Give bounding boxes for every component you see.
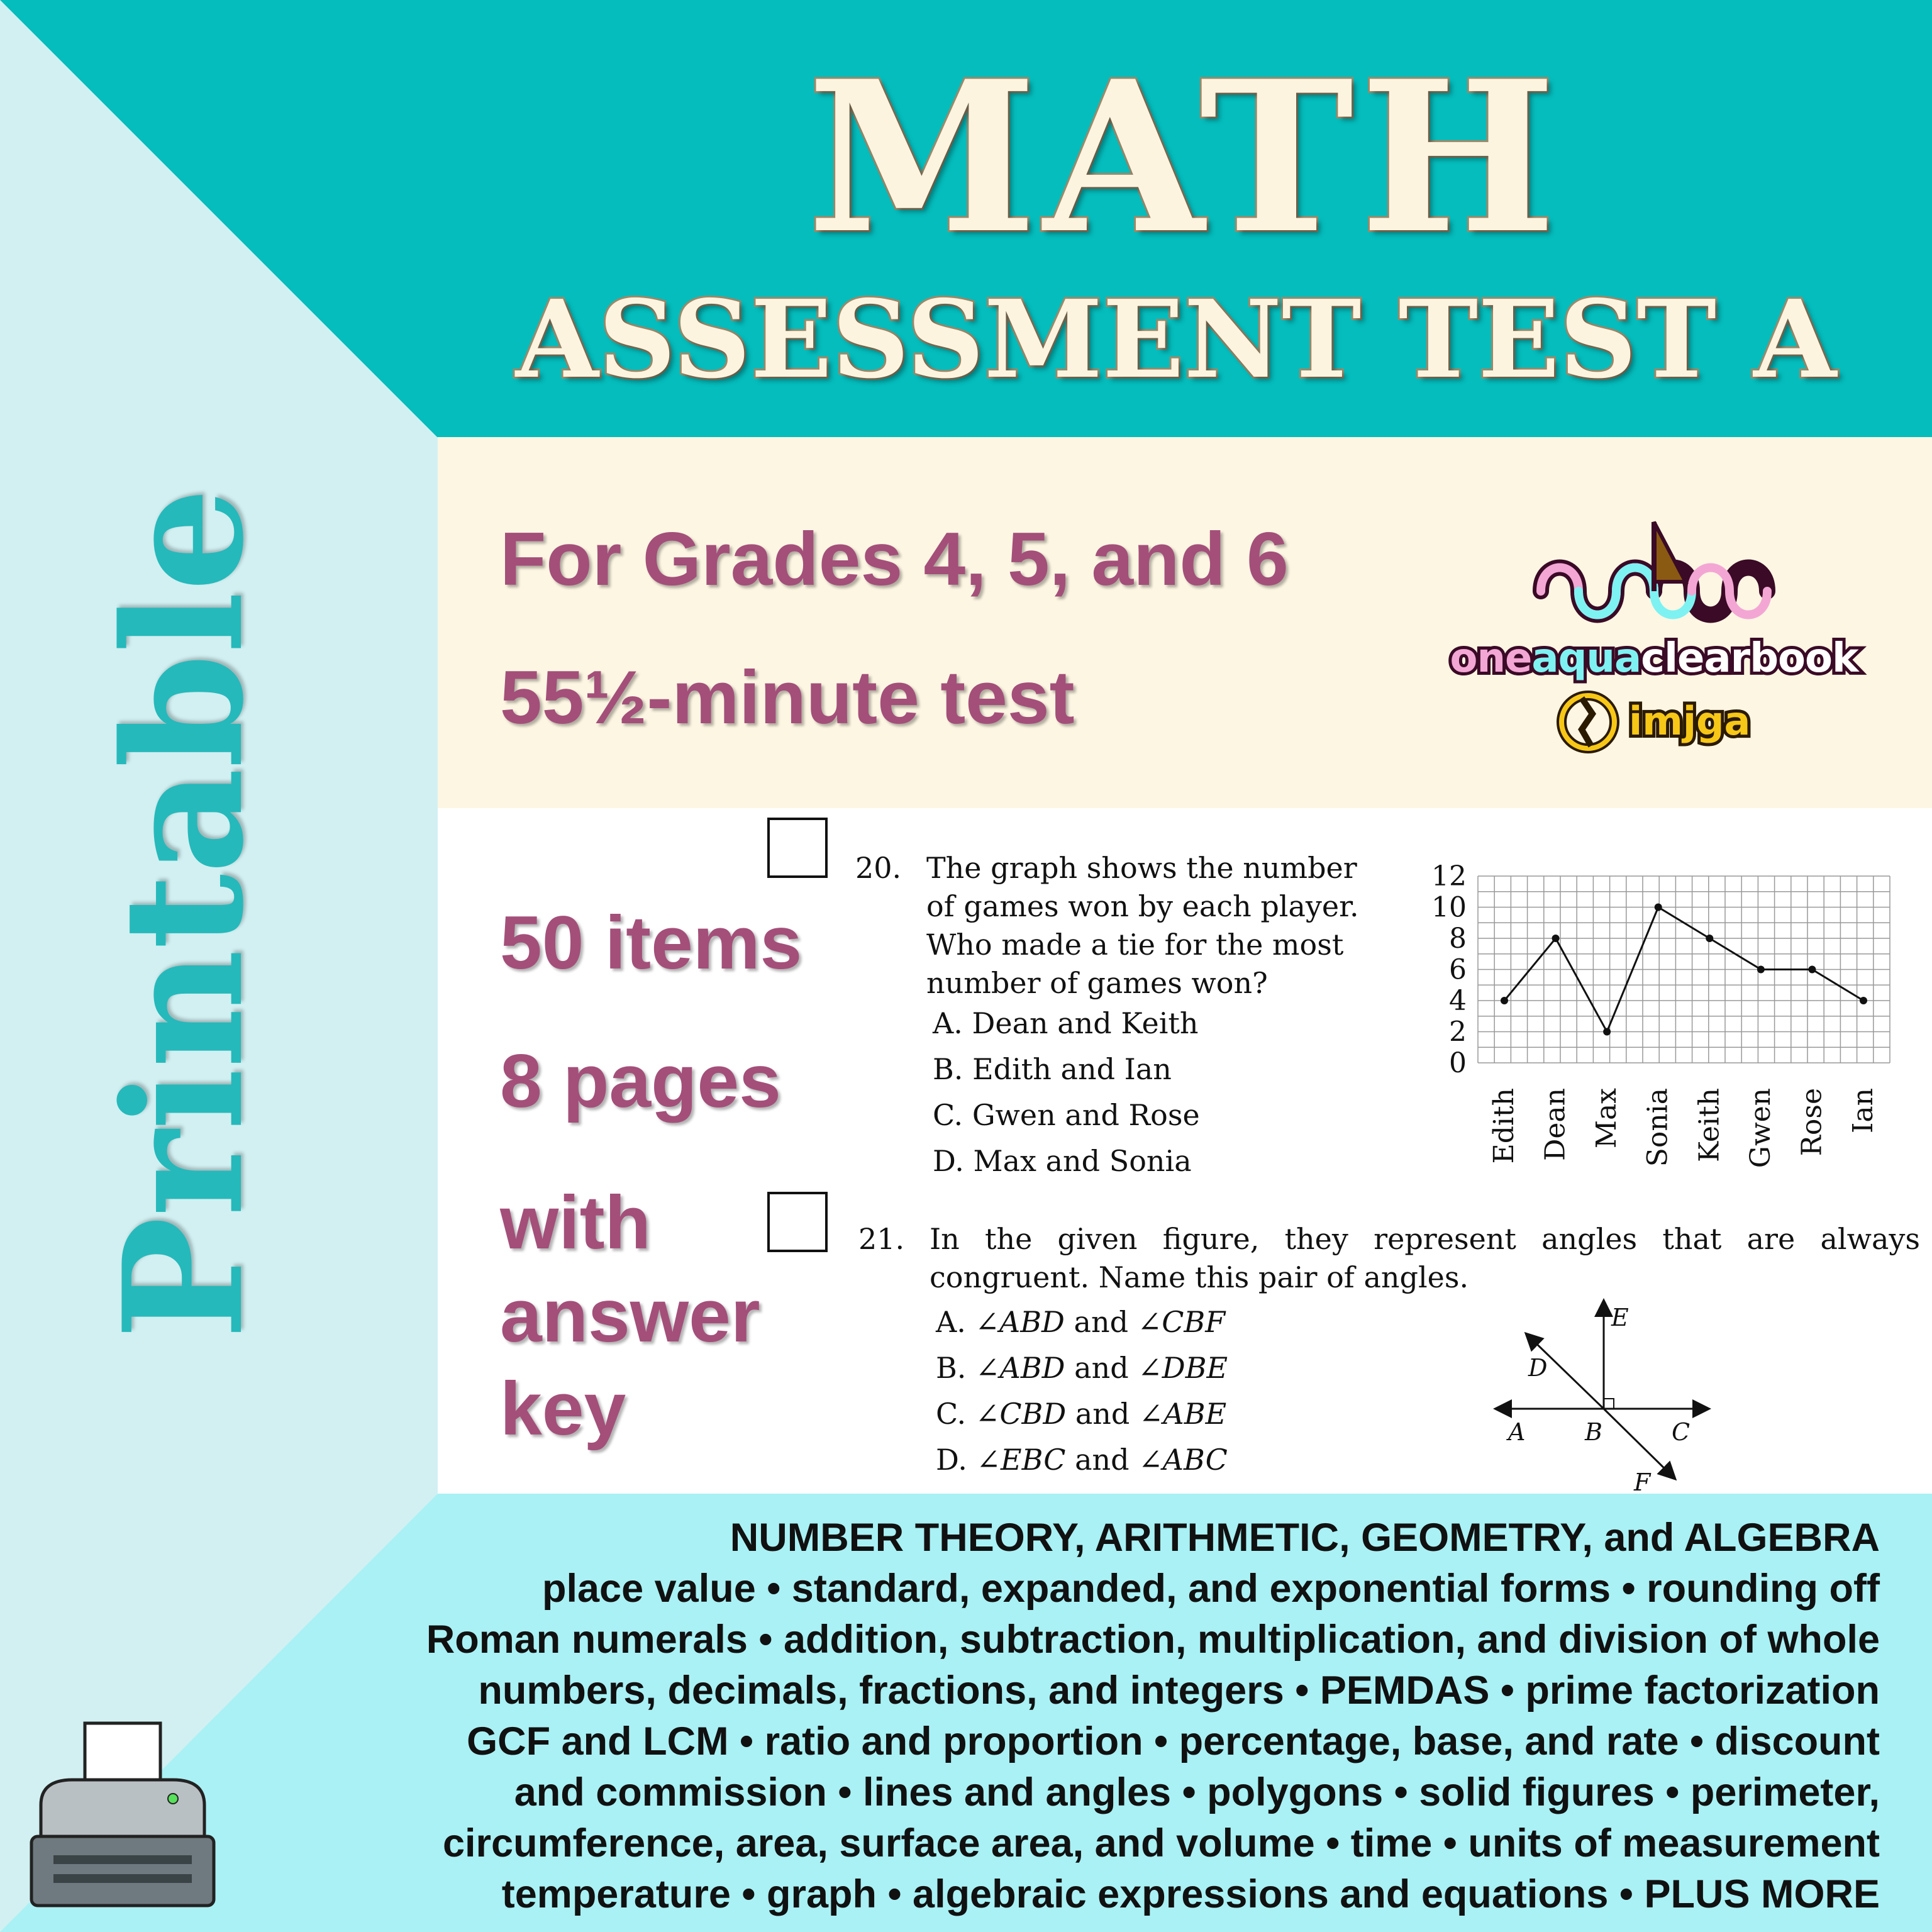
option-angle-2: ∠CBF xyxy=(1137,1305,1226,1339)
data-point-rose xyxy=(1808,966,1816,974)
option-letter: C. xyxy=(933,1098,963,1132)
label-b: B xyxy=(1585,1418,1602,1446)
label-c: C xyxy=(1672,1418,1690,1446)
option-letter: A. xyxy=(936,1305,966,1339)
logo-brand-part3: clearbook xyxy=(1641,635,1858,682)
option-angle-1: ∠CBD xyxy=(975,1397,1067,1431)
q20-option-b xyxy=(933,1052,1172,1086)
printer-icon xyxy=(16,1711,230,1924)
option-angle-1: ∠EBC xyxy=(976,1443,1066,1477)
logo-brand-part2: aqua xyxy=(1531,635,1641,682)
q20-option-c xyxy=(933,1098,1200,1132)
option-text: Edith and Ian xyxy=(972,1052,1172,1086)
label-e: E xyxy=(1611,1304,1629,1331)
q21-option-c xyxy=(936,1397,1226,1431)
chart-y-ticks xyxy=(1431,860,1467,1079)
y-tick-label: 12 xyxy=(1431,860,1467,892)
question-21-stem: In the given figure, they represent angles that are always congruent. Name this pair of angles. xyxy=(930,1222,1920,1294)
data-point-max xyxy=(1603,1028,1611,1036)
option-letter: D. xyxy=(936,1443,967,1477)
data-point-dean xyxy=(1552,935,1560,942)
x-tick-label: Edith xyxy=(1488,1088,1520,1164)
angle-figure xyxy=(1484,1296,1723,1491)
q21-option-b xyxy=(936,1351,1228,1385)
question-20-number: 20. xyxy=(855,851,902,885)
option-letter: B. xyxy=(933,1052,963,1086)
q20-option-d xyxy=(933,1144,1192,1178)
x-tick-label: Sonia xyxy=(1641,1088,1674,1167)
topics-line: GCF and LCM • ratio and proportion • percentage, base, and rate • discount xyxy=(467,1719,1880,1763)
y-tick-label: 0 xyxy=(1449,1047,1467,1079)
x-tick-label: Max xyxy=(1591,1088,1623,1149)
grades-text: For Grades 4, 5, and 6 xyxy=(500,517,1289,601)
option-angle-1: ∠ABD xyxy=(975,1305,1065,1339)
label-a: A xyxy=(1508,1418,1526,1446)
topics-line: place value • standard, expanded, and exponential forms • rounding off xyxy=(542,1567,1880,1611)
topics-list xyxy=(308,1513,1880,1920)
topics-line: and commission • lines and angles • polygons • solid figures • perimeter, xyxy=(514,1770,1880,1814)
logo-brand-part1: one xyxy=(1450,635,1532,682)
logo-brand-text xyxy=(1428,635,1880,682)
x-tick-label: Keith xyxy=(1693,1088,1726,1162)
question-20-stem: The graph shows the number of games won by each player. Who made a tie for the most number of games won? xyxy=(926,851,1359,1000)
option-letter: C. xyxy=(936,1397,967,1431)
printable-label: Printable xyxy=(88,487,280,1340)
option-text: Dean and Keith xyxy=(972,1006,1199,1040)
question-21-number: 21. xyxy=(858,1222,905,1256)
option-conjunction: and xyxy=(1075,1397,1130,1431)
y-tick-label: 8 xyxy=(1449,923,1467,955)
y-tick-label: 2 xyxy=(1449,1016,1467,1048)
pages-count: 8 pages xyxy=(500,1039,781,1123)
x-tick-label: Dean xyxy=(1539,1088,1572,1161)
option-angle-2: ∠ABE xyxy=(1139,1397,1227,1431)
q21-option-d xyxy=(936,1443,1228,1477)
chart-x-labels xyxy=(1488,1088,1879,1168)
title-subtitle: ASSESSMENT TEST A xyxy=(515,277,1837,402)
q21-option-a xyxy=(936,1305,1225,1339)
topics-line: temperature • graph • algebraic expressions and equations • PLUS MORE xyxy=(501,1872,1880,1916)
y-tick-label: 10 xyxy=(1431,891,1467,924)
data-point-keith xyxy=(1706,935,1713,942)
option-conjunction: and xyxy=(1074,1351,1129,1385)
logo-waves-icon xyxy=(1528,516,1780,641)
data-point-ian xyxy=(1860,997,1867,1004)
title-main: MATH xyxy=(807,35,1563,279)
x-tick-label: Gwen xyxy=(1744,1088,1777,1169)
option-conjunction: and xyxy=(1075,1443,1130,1477)
option-angle-1: ∠ABD xyxy=(975,1351,1065,1385)
option-angle-2: ∠DBE xyxy=(1138,1351,1228,1385)
option-angle-2: ∠ABC xyxy=(1138,1443,1228,1477)
option-letter: D. xyxy=(933,1144,964,1178)
option-letter: B. xyxy=(936,1351,967,1385)
data-point-gwen xyxy=(1757,966,1765,974)
topics-line: Roman numerals • addition, subtraction, multiplication, and division of whole xyxy=(426,1618,1880,1662)
label-f: F xyxy=(1634,1468,1651,1491)
answer-checkbox-21[interactable] xyxy=(767,1192,828,1252)
option-conjunction: and xyxy=(1074,1305,1129,1339)
items-count: 50 items xyxy=(500,901,802,985)
y-tick-label: 6 xyxy=(1449,953,1467,986)
label-d: D xyxy=(1528,1354,1548,1382)
right-angle-mark xyxy=(1604,1399,1614,1409)
data-point-sonia xyxy=(1655,904,1662,911)
option-letter: A. xyxy=(933,1006,963,1040)
topics-line: circumference, area, surface area, and volume • time • units of measurement xyxy=(442,1821,1880,1865)
answer-key-note: with answer key xyxy=(500,1180,760,1451)
duration-text: 55½-minute test xyxy=(500,655,1075,740)
ray-bf xyxy=(1604,1409,1674,1478)
y-tick-label: 4 xyxy=(1449,985,1467,1017)
logo-sub-brand: imjga xyxy=(1629,698,1751,744)
option-text: Gwen and Rose xyxy=(972,1098,1200,1132)
x-tick-label: Ian xyxy=(1847,1088,1879,1133)
chart-grid xyxy=(1478,876,1890,1063)
x-tick-label: Rose xyxy=(1796,1088,1828,1157)
topics-line: numbers, decimals, fractions, and integers • PEMDAS • prime factorization xyxy=(478,1668,1880,1713)
q20-option-a xyxy=(933,1006,1199,1040)
answer-checkbox-20[interactable] xyxy=(767,818,828,878)
option-text: Max and Sonia xyxy=(973,1144,1192,1178)
data-point-edith xyxy=(1501,997,1508,1004)
games-won-line-chart xyxy=(1399,855,1902,1182)
topics-heading: NUMBER THEORY, ARITHMETIC, GEOMETRY, and ALGEBRA xyxy=(730,1516,1880,1560)
